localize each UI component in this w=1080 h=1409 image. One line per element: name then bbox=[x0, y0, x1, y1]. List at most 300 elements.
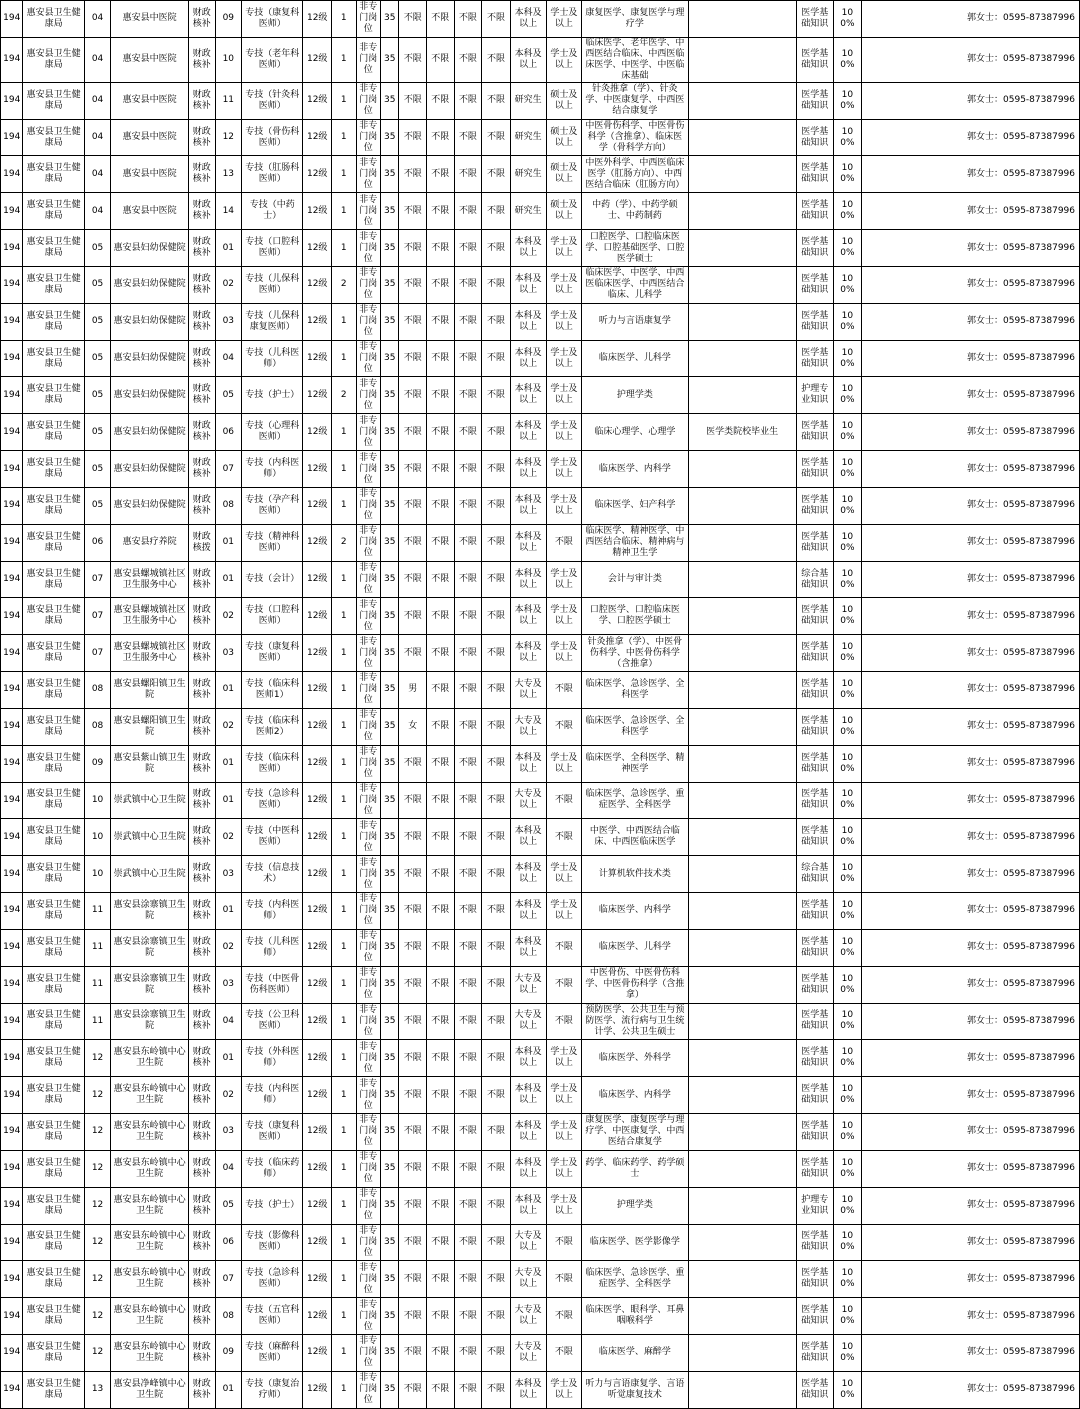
cell-major: 临床医学、麻醉学 bbox=[582, 1334, 688, 1371]
cell-origin: 不限 bbox=[482, 451, 511, 488]
cell-exam-code: 194 bbox=[1, 1114, 23, 1151]
cell-political-status: 不限 bbox=[454, 635, 482, 672]
cell-exam-ratio: 100% bbox=[833, 230, 862, 267]
cell-political-status: 不限 bbox=[454, 1150, 482, 1187]
cell-gender: 不限 bbox=[399, 340, 427, 377]
cell-grade: 12级 bbox=[303, 745, 332, 782]
cell-major: 预防医学、公共卫生与预防医学、流行病与卫生统计学、公共卫生硕士 bbox=[582, 1003, 688, 1040]
cell-funding-type: 财政核补 bbox=[188, 230, 215, 267]
cell-origin: 不限 bbox=[482, 156, 511, 193]
cell-post-type: 非专门岗位 bbox=[356, 377, 381, 414]
cell-unit-code: 12 bbox=[84, 1334, 111, 1371]
cell-exam-ratio: 100% bbox=[833, 82, 862, 119]
cell-education: 大专及以上 bbox=[510, 1298, 546, 1335]
cell-exam-subject: 医学基础知识 bbox=[796, 82, 833, 119]
cell-position-code: 03 bbox=[215, 966, 242, 1003]
cell-exam-subject: 医学基础知识 bbox=[796, 1077, 833, 1114]
cell-position-code: 03 bbox=[215, 1114, 242, 1151]
table-row bbox=[1, 1371, 1080, 1408]
cell-education: 本科及以上 bbox=[510, 1077, 546, 1114]
table-row bbox=[1, 266, 1080, 303]
cell-education: 本科及以上 bbox=[510, 1040, 546, 1077]
cell-ethnicity: 不限 bbox=[427, 1003, 455, 1040]
cell-department: 惠安县卫生健康局 bbox=[23, 745, 84, 782]
cell-exam-subject: 综合基础知识 bbox=[796, 856, 833, 893]
cell-degree: 学士及以上 bbox=[546, 1150, 582, 1187]
cell-exam-code: 194 bbox=[1, 782, 23, 819]
cell-grade: 12级 bbox=[303, 1224, 332, 1261]
cell-post-type: 非专门岗位 bbox=[356, 37, 381, 82]
cell-unit-name: 惠安县净峰镇中心卫生院 bbox=[111, 1371, 189, 1408]
cell-major: 听力与言语康复学 bbox=[582, 303, 688, 340]
cell-contact: 郭女士：0595-87387996 bbox=[862, 1150, 1080, 1187]
cell-political-status: 不限 bbox=[454, 1371, 482, 1408]
cell-education: 本科及以上 bbox=[510, 635, 546, 672]
cell-position-code: 02 bbox=[215, 598, 242, 635]
cell-education: 研究生 bbox=[510, 119, 546, 156]
cell-gender: 男 bbox=[399, 672, 427, 709]
cell-education: 本科及以上 bbox=[510, 856, 546, 893]
cell-other-requirement bbox=[688, 340, 796, 377]
cell-exam-subject: 医学基础知识 bbox=[796, 1040, 833, 1077]
cell-position-code: 01 bbox=[215, 524, 242, 561]
cell-contact: 郭女士：0595-87387996 bbox=[862, 1114, 1080, 1151]
cell-major: 临床医学、眼科学、耳鼻咽喉科学 bbox=[582, 1298, 688, 1335]
table-row bbox=[1, 561, 1080, 598]
cell-exam-subject: 医学基础知识 bbox=[796, 1150, 833, 1187]
cell-education: 本科及以上 bbox=[510, 893, 546, 930]
cell-origin: 不限 bbox=[482, 193, 511, 230]
cell-degree: 学士及以上 bbox=[546, 340, 582, 377]
table-body bbox=[1, 1, 1080, 1409]
cell-unit-name: 惠安县中医院 bbox=[111, 156, 189, 193]
cell-education: 大专及以上 bbox=[510, 708, 546, 745]
cell-major: 中医学、中西医结合临床、中西医临床医学 bbox=[582, 819, 688, 856]
cell-exam-subject: 医学基础知识 bbox=[796, 1224, 833, 1261]
cell-gender: 不限 bbox=[399, 561, 427, 598]
cell-contact: 郭女士：0595-87387996 bbox=[862, 82, 1080, 119]
cell-ethnicity: 不限 bbox=[427, 856, 455, 893]
cell-unit-code: 04 bbox=[84, 37, 111, 82]
cell-political-status: 不限 bbox=[454, 340, 482, 377]
cell-other-requirement bbox=[688, 635, 796, 672]
cell-post-type: 非专门岗位 bbox=[356, 1114, 381, 1151]
cell-post-type: 非专门岗位 bbox=[356, 266, 381, 303]
cell-position-name: 专技（麻醉科医师） bbox=[242, 1334, 303, 1371]
cell-exam-subject: 医学基础知识 bbox=[796, 1114, 833, 1151]
cell-exam-code: 194 bbox=[1, 1003, 23, 1040]
cell-funding-type: 财政核补 bbox=[188, 1261, 215, 1298]
cell-unit-code: 11 bbox=[84, 929, 111, 966]
cell-exam-subject: 医学基础知识 bbox=[796, 1371, 833, 1408]
cell-degree: 不限 bbox=[546, 1298, 582, 1335]
cell-grade: 12级 bbox=[303, 708, 332, 745]
cell-political-status: 不限 bbox=[454, 819, 482, 856]
cell-contact: 郭女士：0595-87387996 bbox=[862, 1040, 1080, 1077]
cell-ethnicity: 不限 bbox=[427, 193, 455, 230]
cell-unit-code: 04 bbox=[84, 1, 111, 38]
cell-exam-subject: 医学基础知识 bbox=[796, 119, 833, 156]
cell-exam-code: 194 bbox=[1, 1077, 23, 1114]
cell-age-limit: 35 bbox=[381, 1371, 399, 1408]
cell-post-type: 非专门岗位 bbox=[356, 819, 381, 856]
cell-headcount: 2 bbox=[332, 266, 357, 303]
cell-origin: 不限 bbox=[482, 1298, 511, 1335]
cell-position-name: 专技（口腔科医师） bbox=[242, 598, 303, 635]
cell-exam-ratio: 100% bbox=[833, 1371, 862, 1408]
cell-department: 惠安县卫生健康局 bbox=[23, 414, 84, 451]
cell-funding-type: 财政核补 bbox=[188, 1077, 215, 1114]
cell-political-status: 不限 bbox=[454, 377, 482, 414]
cell-funding-type: 财政核补 bbox=[188, 561, 215, 598]
cell-education: 研究生 bbox=[510, 156, 546, 193]
cell-major: 临床医学、妇产科学 bbox=[582, 487, 688, 524]
cell-other-requirement bbox=[688, 1371, 796, 1408]
cell-exam-subject: 护理专业知识 bbox=[796, 1187, 833, 1224]
cell-funding-type: 财政核补 bbox=[188, 929, 215, 966]
cell-political-status: 不限 bbox=[454, 708, 482, 745]
cell-position-name: 专技（儿保科康复医师） bbox=[242, 303, 303, 340]
cell-origin: 不限 bbox=[482, 708, 511, 745]
cell-ethnicity: 不限 bbox=[427, 37, 455, 82]
cell-post-type: 非专门岗位 bbox=[356, 561, 381, 598]
cell-exam-code: 194 bbox=[1, 119, 23, 156]
cell-exam-ratio: 100% bbox=[833, 745, 862, 782]
cell-position-name: 专技（内科医师） bbox=[242, 1077, 303, 1114]
cell-headcount: 1 bbox=[332, 635, 357, 672]
table-row bbox=[1, 119, 1080, 156]
cell-exam-code: 194 bbox=[1, 929, 23, 966]
cell-position-code: 05 bbox=[215, 377, 242, 414]
cell-education: 本科及以上 bbox=[510, 340, 546, 377]
cell-other-requirement bbox=[688, 561, 796, 598]
cell-contact: 郭女士：0595-87387996 bbox=[862, 230, 1080, 267]
cell-exam-ratio: 100% bbox=[833, 708, 862, 745]
cell-gender: 不限 bbox=[399, 1, 427, 38]
cell-position-name: 专技（儿科医师） bbox=[242, 340, 303, 377]
cell-department: 惠安县卫生健康局 bbox=[23, 635, 84, 672]
cell-gender: 不限 bbox=[399, 487, 427, 524]
cell-grade: 12级 bbox=[303, 598, 332, 635]
cell-contact: 郭女士：0595-87387996 bbox=[862, 929, 1080, 966]
cell-exam-code: 194 bbox=[1, 1, 23, 38]
cell-unit-name: 惠安县妇幼保健院 bbox=[111, 340, 189, 377]
cell-position-name: 专技（康复科医师） bbox=[242, 1, 303, 38]
cell-origin: 不限 bbox=[482, 1, 511, 38]
cell-origin: 不限 bbox=[482, 230, 511, 267]
cell-unit-code: 08 bbox=[84, 708, 111, 745]
cell-department: 惠安县卫生健康局 bbox=[23, 524, 84, 561]
cell-other-requirement bbox=[688, 598, 796, 635]
cell-position-code: 02 bbox=[215, 708, 242, 745]
cell-headcount: 1 bbox=[332, 745, 357, 782]
cell-unit-code: 11 bbox=[84, 966, 111, 1003]
cell-ethnicity: 不限 bbox=[427, 82, 455, 119]
cell-other-requirement bbox=[688, 303, 796, 340]
cell-exam-ratio: 100% bbox=[833, 156, 862, 193]
cell-gender: 不限 bbox=[399, 893, 427, 930]
cell-unit-name: 惠安县涂寨镇卫生院 bbox=[111, 929, 189, 966]
cell-headcount: 1 bbox=[332, 1040, 357, 1077]
cell-degree: 硕士及以上 bbox=[546, 119, 582, 156]
cell-contact: 郭女士：0595-87387996 bbox=[862, 1003, 1080, 1040]
cell-age-limit: 35 bbox=[381, 708, 399, 745]
cell-other-requirement bbox=[688, 819, 796, 856]
cell-unit-code: 05 bbox=[84, 377, 111, 414]
cell-other-requirement bbox=[688, 893, 796, 930]
cell-education: 研究生 bbox=[510, 82, 546, 119]
cell-other-requirement bbox=[688, 1187, 796, 1224]
cell-education: 本科及以上 bbox=[510, 1, 546, 38]
cell-ethnicity: 不限 bbox=[427, 340, 455, 377]
cell-major: 护理学类 bbox=[582, 1187, 688, 1224]
cell-contact: 郭女士：0595-87387996 bbox=[862, 451, 1080, 488]
cell-age-limit: 35 bbox=[381, 598, 399, 635]
cell-exam-ratio: 100% bbox=[833, 1114, 862, 1151]
cell-funding-type: 财政核拨 bbox=[188, 524, 215, 561]
cell-grade: 12级 bbox=[303, 819, 332, 856]
cell-contact: 郭女士：0595-87387996 bbox=[862, 377, 1080, 414]
cell-political-status: 不限 bbox=[454, 1040, 482, 1077]
cell-ethnicity: 不限 bbox=[427, 1077, 455, 1114]
cell-gender: 不限 bbox=[399, 1077, 427, 1114]
cell-grade: 12级 bbox=[303, 782, 332, 819]
cell-degree: 学士及以上 bbox=[546, 598, 582, 635]
cell-headcount: 1 bbox=[332, 340, 357, 377]
cell-age-limit: 35 bbox=[381, 303, 399, 340]
cell-exam-ratio: 100% bbox=[833, 1261, 862, 1298]
cell-exam-subject: 医学基础知识 bbox=[796, 193, 833, 230]
cell-political-status: 不限 bbox=[454, 1261, 482, 1298]
table-row bbox=[1, 156, 1080, 193]
cell-exam-subject: 医学基础知识 bbox=[796, 966, 833, 1003]
cell-other-requirement bbox=[688, 856, 796, 893]
cell-exam-code: 194 bbox=[1, 856, 23, 893]
cell-age-limit: 35 bbox=[381, 1150, 399, 1187]
cell-education: 大专及以上 bbox=[510, 672, 546, 709]
cell-major: 临床医学、儿科学 bbox=[582, 340, 688, 377]
cell-position-code: 06 bbox=[215, 414, 242, 451]
cell-funding-type: 财政核补 bbox=[188, 1003, 215, 1040]
cell-unit-code: 10 bbox=[84, 782, 111, 819]
cell-position-name: 专技（儿保科医师） bbox=[242, 266, 303, 303]
cell-origin: 不限 bbox=[482, 1261, 511, 1298]
cell-origin: 不限 bbox=[482, 414, 511, 451]
cell-exam-ratio: 100% bbox=[833, 929, 862, 966]
cell-age-limit: 35 bbox=[381, 1187, 399, 1224]
cell-exam-ratio: 100% bbox=[833, 193, 862, 230]
cell-age-limit: 35 bbox=[381, 340, 399, 377]
cell-origin: 不限 bbox=[482, 1224, 511, 1261]
cell-department: 惠安县卫生健康局 bbox=[23, 377, 84, 414]
cell-political-status: 不限 bbox=[454, 1187, 482, 1224]
cell-education: 本科及以上 bbox=[510, 266, 546, 303]
cell-age-limit: 35 bbox=[381, 1261, 399, 1298]
cell-headcount: 1 bbox=[332, 1077, 357, 1114]
cell-post-type: 非专门岗位 bbox=[356, 414, 381, 451]
cell-age-limit: 35 bbox=[381, 377, 399, 414]
cell-gender: 不限 bbox=[399, 82, 427, 119]
cell-ethnicity: 不限 bbox=[427, 1298, 455, 1335]
cell-gender: 不限 bbox=[399, 1298, 427, 1335]
cell-funding-type: 财政核补 bbox=[188, 82, 215, 119]
cell-degree: 学士及以上 bbox=[546, 1371, 582, 1408]
table-row bbox=[1, 782, 1080, 819]
cell-degree: 学士及以上 bbox=[546, 266, 582, 303]
cell-education: 大专及以上 bbox=[510, 966, 546, 1003]
cell-exam-subject: 医学基础知识 bbox=[796, 672, 833, 709]
cell-education: 大专及以上 bbox=[510, 1003, 546, 1040]
cell-major: 临床医学、外科学 bbox=[582, 1040, 688, 1077]
cell-position-name: 专技（影像科医师） bbox=[242, 1224, 303, 1261]
cell-unit-code: 04 bbox=[84, 156, 111, 193]
cell-contact: 郭女士：0595-87387996 bbox=[862, 1224, 1080, 1261]
cell-political-status: 不限 bbox=[454, 487, 482, 524]
cell-unit-code: 05 bbox=[84, 266, 111, 303]
cell-degree: 学士及以上 bbox=[546, 1077, 582, 1114]
cell-position-code: 01 bbox=[215, 230, 242, 267]
cell-education: 本科及以上 bbox=[510, 524, 546, 561]
cell-age-limit: 35 bbox=[381, 745, 399, 782]
cell-ethnicity: 不限 bbox=[427, 119, 455, 156]
cell-headcount: 1 bbox=[332, 1150, 357, 1187]
cell-funding-type: 财政核补 bbox=[188, 414, 215, 451]
cell-unit-name: 惠安县螺城镇社区卫生服务中心 bbox=[111, 561, 189, 598]
cell-origin: 不限 bbox=[482, 561, 511, 598]
cell-grade: 12级 bbox=[303, 893, 332, 930]
cell-origin: 不限 bbox=[482, 1077, 511, 1114]
cell-exam-code: 194 bbox=[1, 487, 23, 524]
cell-contact: 郭女士：0595-87387996 bbox=[862, 340, 1080, 377]
cell-exam-code: 194 bbox=[1, 451, 23, 488]
cell-degree: 学士及以上 bbox=[546, 230, 582, 267]
cell-exam-ratio: 100% bbox=[833, 1187, 862, 1224]
cell-unit-code: 05 bbox=[84, 487, 111, 524]
cell-ethnicity: 不限 bbox=[427, 1040, 455, 1077]
cell-unit-name: 惠安县东岭镇中心卫生院 bbox=[111, 1150, 189, 1187]
cell-grade: 12级 bbox=[303, 635, 332, 672]
cell-age-limit: 35 bbox=[381, 635, 399, 672]
cell-department: 惠安县卫生健康局 bbox=[23, 598, 84, 635]
cell-grade: 12级 bbox=[303, 1261, 332, 1298]
cell-position-name: 专技（肛肠科医师） bbox=[242, 156, 303, 193]
cell-other-requirement bbox=[688, 451, 796, 488]
cell-age-limit: 35 bbox=[381, 1334, 399, 1371]
cell-unit-code: 08 bbox=[84, 672, 111, 709]
cell-position-name: 专技（内科医师） bbox=[242, 893, 303, 930]
cell-origin: 不限 bbox=[482, 1040, 511, 1077]
cell-other-requirement: 医学类院校毕业生 bbox=[688, 414, 796, 451]
cell-grade: 12级 bbox=[303, 414, 332, 451]
cell-department: 惠安县卫生健康局 bbox=[23, 929, 84, 966]
cell-post-type: 非专门岗位 bbox=[356, 1150, 381, 1187]
cell-post-type: 非专门岗位 bbox=[356, 708, 381, 745]
cell-contact: 郭女士：0595-87387996 bbox=[862, 119, 1080, 156]
cell-funding-type: 财政核补 bbox=[188, 1040, 215, 1077]
cell-exam-subject: 医学基础知识 bbox=[796, 156, 833, 193]
cell-headcount: 1 bbox=[332, 1224, 357, 1261]
cell-other-requirement bbox=[688, 1334, 796, 1371]
cell-funding-type: 财政核补 bbox=[188, 966, 215, 1003]
cell-major: 临床医学、内科学 bbox=[582, 1077, 688, 1114]
cell-contact: 郭女士：0595-87387996 bbox=[862, 156, 1080, 193]
cell-gender: 不限 bbox=[399, 598, 427, 635]
cell-department: 惠安县卫生健康局 bbox=[23, 1040, 84, 1077]
cell-unit-name: 惠安县疗养院 bbox=[111, 524, 189, 561]
cell-gender: 不限 bbox=[399, 1187, 427, 1224]
cell-post-type: 非专门岗位 bbox=[356, 1224, 381, 1261]
cell-unit-code: 06 bbox=[84, 524, 111, 561]
cell-degree: 学士及以上 bbox=[546, 451, 582, 488]
cell-position-code: 02 bbox=[215, 819, 242, 856]
cell-headcount: 2 bbox=[332, 377, 357, 414]
cell-position-name: 专技（康复科医师） bbox=[242, 635, 303, 672]
cell-department: 惠安县卫生健康局 bbox=[23, 1298, 84, 1335]
cell-education: 本科及以上 bbox=[510, 414, 546, 451]
table-row bbox=[1, 414, 1080, 451]
cell-major: 临床医学、全科医学、精神医学 bbox=[582, 745, 688, 782]
cell-exam-code: 194 bbox=[1, 230, 23, 267]
cell-gender: 不限 bbox=[399, 929, 427, 966]
cell-exam-subject: 医学基础知识 bbox=[796, 1003, 833, 1040]
cell-exam-ratio: 100% bbox=[833, 266, 862, 303]
cell-other-requirement bbox=[688, 1224, 796, 1261]
cell-post-type: 非专门岗位 bbox=[356, 303, 381, 340]
cell-major: 临床医学、中医学、中西医临床医学、中西医结合临床、儿科学 bbox=[582, 266, 688, 303]
cell-post-type: 非专门岗位 bbox=[356, 1334, 381, 1371]
cell-other-requirement bbox=[688, 377, 796, 414]
cell-political-status: 不限 bbox=[454, 856, 482, 893]
table-row bbox=[1, 893, 1080, 930]
cell-headcount: 1 bbox=[332, 156, 357, 193]
cell-contact: 郭女士：0595-87387996 bbox=[862, 635, 1080, 672]
cell-age-limit: 35 bbox=[381, 1040, 399, 1077]
cell-major: 口腔医学、口腔临床医学、口腔基础医学、口腔医学硕士 bbox=[582, 230, 688, 267]
cell-exam-code: 194 bbox=[1, 1334, 23, 1371]
cell-other-requirement bbox=[688, 1003, 796, 1040]
cell-education: 本科及以上 bbox=[510, 561, 546, 598]
cell-ethnicity: 不限 bbox=[427, 1150, 455, 1187]
cell-contact: 郭女士：0595-87387996 bbox=[862, 1371, 1080, 1408]
cell-funding-type: 财政核补 bbox=[188, 451, 215, 488]
cell-ethnicity: 不限 bbox=[427, 708, 455, 745]
cell-funding-type: 财政核补 bbox=[188, 193, 215, 230]
cell-unit-name: 惠安县东岭镇中心卫生院 bbox=[111, 1224, 189, 1261]
cell-other-requirement bbox=[688, 524, 796, 561]
cell-major: 中医骨伤科学、中医骨伤科学（含推拿）、临床医学（骨科学方向） bbox=[582, 119, 688, 156]
cell-political-status: 不限 bbox=[454, 561, 482, 598]
cell-position-code: 01 bbox=[215, 782, 242, 819]
cell-political-status: 不限 bbox=[454, 1003, 482, 1040]
cell-position-code: 02 bbox=[215, 266, 242, 303]
cell-grade: 12级 bbox=[303, 1334, 332, 1371]
cell-age-limit: 35 bbox=[381, 856, 399, 893]
cell-ethnicity: 不限 bbox=[427, 487, 455, 524]
cell-unit-code: 12 bbox=[84, 1261, 111, 1298]
cell-unit-code: 11 bbox=[84, 1003, 111, 1040]
cell-other-requirement bbox=[688, 745, 796, 782]
cell-age-limit: 35 bbox=[381, 1, 399, 38]
cell-major: 口腔医学、口腔临床医学、口腔医学硕士 bbox=[582, 598, 688, 635]
cell-headcount: 1 bbox=[332, 1261, 357, 1298]
cell-degree: 学士及以上 bbox=[546, 635, 582, 672]
cell-position-name: 专技（急诊科医师） bbox=[242, 1261, 303, 1298]
cell-exam-code: 194 bbox=[1, 1040, 23, 1077]
cell-department: 惠安县卫生健康局 bbox=[23, 893, 84, 930]
cell-department: 惠安县卫生健康局 bbox=[23, 1077, 84, 1114]
cell-degree: 硕士及以上 bbox=[546, 193, 582, 230]
cell-exam-ratio: 100% bbox=[833, 451, 862, 488]
